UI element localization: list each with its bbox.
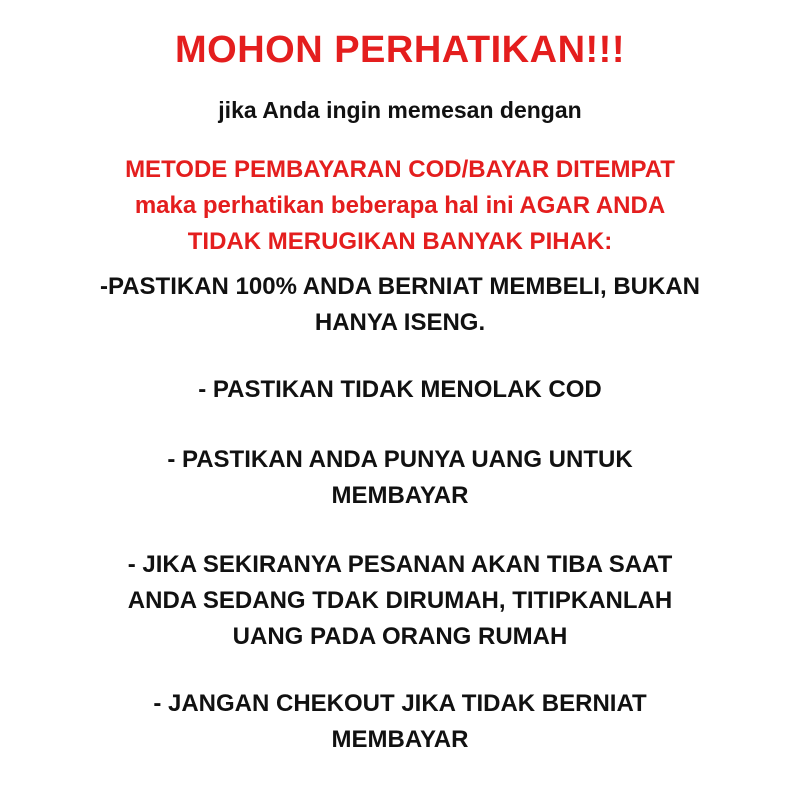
warning-line: TIDAK MERUGIKAN BANYAK PIHAK:	[187, 228, 613, 255]
rule-item-have-money: - PASTIKAN ANDA PUNYA UANG UNTUK	[167, 446, 633, 473]
rule-item-leave-money-home: ANDA SEDANG TDAK DIRUMAH, TITIPKANLAH	[127, 587, 673, 614]
notice-intro: jika Anda ingin memesan dengan	[218, 97, 582, 123]
rule-item-leave-money-home: - JIKA SEKIRANYA PESANAN AKAN TIBA SAAT	[127, 551, 673, 578]
rule-item-have-money: MEMBAYAR	[331, 482, 469, 509]
warning-line: maka perhatikan beberapa hal ini AGAR ANDA	[134, 192, 666, 219]
rule-item-leave-money-home: UANG PADA ORANG RUMAH	[232, 623, 568, 650]
warning-line: METODE PEMBAYARAN COD/BAYAR DITEMPAT	[125, 156, 675, 183]
rule-item-sincere-buyer: HANYA ISENG.	[314, 309, 486, 336]
rule-item-no-reject-cod: - PASTIKAN TIDAK MENOLAK COD	[198, 376, 602, 403]
rule-item-no-fake-checkout: - JANGAN CHEKOUT JIKA TIDAK BERNIAT	[153, 690, 647, 717]
rule-item-sincere-buyer: -PASTIKAN 100% ANDA BERNIAT MEMBELI, BUKAN	[99, 273, 701, 300]
rule-item-no-fake-checkout: MEMBAYAR	[331, 726, 469, 753]
notice-title: MOHON PERHATIKAN!!!	[175, 29, 625, 71]
